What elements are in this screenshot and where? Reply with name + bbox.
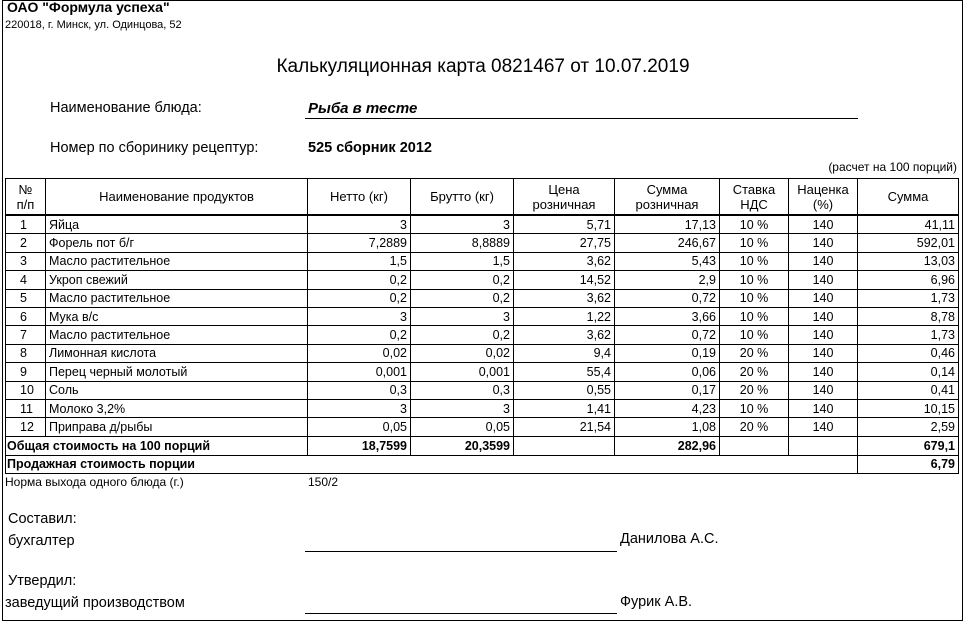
cell-retail-price: 1,41 <box>514 399 615 417</box>
cell-brutto: 3 <box>411 399 514 417</box>
cell-vat-rate: 10 % <box>720 289 789 307</box>
cell-row-number: 9 <box>6 363 46 381</box>
cell-vat-rate: 20 % <box>720 418 789 436</box>
table-row <box>6 326 959 344</box>
cell-product-name: Молоко 3,2% <box>46 399 308 417</box>
total-row <box>6 436 959 455</box>
cell-sum: 6,96 <box>858 271 959 289</box>
cell-product-name: Масло растительное <box>46 252 308 270</box>
cell-row-number: 7 <box>6 326 46 344</box>
cell-row-number: 4 <box>6 271 46 289</box>
cell-brutto: 0,2 <box>411 271 514 289</box>
cell-vat-rate: 10 % <box>720 234 789 252</box>
table-row <box>6 215 959 234</box>
table-row <box>6 252 959 270</box>
header-sum: Сумма <box>858 179 959 216</box>
cell-product-name: Лимонная кислота <box>46 344 308 362</box>
cell-product-name: Масло растительное <box>46 289 308 307</box>
header-vat-rate: Ставка НДС <box>720 179 789 216</box>
cell-retail-price: 21,54 <box>514 418 615 436</box>
cell-row-number: 12 <box>6 418 46 436</box>
dish-value: Рыба в тесте <box>308 100 418 117</box>
calculation-table <box>5 178 959 474</box>
cell-retail-sum: 0,72 <box>615 289 720 307</box>
cell-markup: 140 <box>789 215 858 234</box>
cell-sum: 1,73 <box>858 289 959 307</box>
cell-vat-rate: 10 % <box>720 326 789 344</box>
cell-product-name: Форель пот б/г <box>46 234 308 252</box>
table-header-row <box>6 179 959 216</box>
total-retail-sum: 282,96 <box>615 436 720 455</box>
cell-retail-price: 3,62 <box>514 326 615 344</box>
cell-sum: 2,59 <box>858 418 959 436</box>
dish-underline <box>305 118 858 119</box>
compiled-name: Данилова А.С. <box>620 531 719 547</box>
cell-brutto: 8,8889 <box>411 234 514 252</box>
cell-markup: 140 <box>789 234 858 252</box>
total-sum: 679,1 <box>858 436 959 455</box>
cell-markup: 140 <box>789 289 858 307</box>
header-netto: Нетто (кг) <box>308 179 411 216</box>
cell-vat-rate: 10 % <box>720 252 789 270</box>
table-row <box>6 344 959 362</box>
cell-retail-price: 3,62 <box>514 289 615 307</box>
dish-label: Наименование блюда: <box>50 100 202 116</box>
company-name: ОАО "Формула успеха" <box>7 0 170 15</box>
cell-brutto: 1,5 <box>411 252 514 270</box>
cell-netto: 0,02 <box>308 344 411 362</box>
cell-retail-price: 55,4 <box>514 363 615 381</box>
cell-netto: 1,5 <box>308 252 411 270</box>
total-vat-empty <box>720 436 789 455</box>
table-row <box>6 399 959 417</box>
cell-product-name: Масло растительное <box>46 326 308 344</box>
cell-netto: 0,001 <box>308 363 411 381</box>
cell-brutto: 3 <box>411 307 514 325</box>
total-brutto: 20,3599 <box>411 436 514 455</box>
cell-markup: 140 <box>789 307 858 325</box>
cell-brutto: 0,2 <box>411 289 514 307</box>
cell-row-number: 1 <box>6 215 46 234</box>
cell-vat-rate: 20 % <box>720 363 789 381</box>
cell-retail-price: 27,75 <box>514 234 615 252</box>
cell-product-name: Соль <box>46 381 308 399</box>
cell-sum: 8,78 <box>858 307 959 325</box>
cell-retail-price: 5,71 <box>514 215 615 234</box>
cell-retail-sum: 1,08 <box>615 418 720 436</box>
table-row <box>6 271 959 289</box>
header-product-name: Наименование продуктов <box>46 179 308 216</box>
total-label: Общая стоимость на 100 порций <box>6 436 308 455</box>
table-row <box>6 307 959 325</box>
cell-sum: 41,11 <box>858 215 959 234</box>
cell-retail-sum: 0,19 <box>615 344 720 362</box>
cell-brutto: 0,02 <box>411 344 514 362</box>
cell-sum: 0,41 <box>858 381 959 399</box>
approved-signature-line <box>305 613 617 614</box>
cell-sum: 0,46 <box>858 344 959 362</box>
table-row <box>6 289 959 307</box>
cell-vat-rate: 20 % <box>720 381 789 399</box>
cell-product-name: Укроп свежий <box>46 271 308 289</box>
table-row <box>6 234 959 252</box>
calc-note: (расчет на 100 порций) <box>828 160 957 174</box>
cell-markup: 140 <box>789 381 858 399</box>
table-row <box>6 363 959 381</box>
cell-netto: 3 <box>308 399 411 417</box>
compiled-position: бухгалтер <box>8 533 75 549</box>
header-brutto: Брутто (кг) <box>411 179 514 216</box>
company-address: 220018, г. Минск, ул. Одинцова, 52 <box>5 19 182 31</box>
total-netto: 18,7599 <box>308 436 411 455</box>
approved-label: Утвердил: <box>8 573 77 589</box>
table-row <box>6 381 959 399</box>
header-retail-price: Цена розничная <box>514 179 615 216</box>
cell-retail-price: 0,55 <box>514 381 615 399</box>
total-price-empty <box>514 436 615 455</box>
header-markup: Наценка (%) <box>789 179 858 216</box>
cell-product-name: Перец черный молотый <box>46 363 308 381</box>
sale-label: Продажная стоимость порции <box>6 455 858 473</box>
cell-retail-price: 1,22 <box>514 307 615 325</box>
cell-netto: 7,2889 <box>308 234 411 252</box>
cell-sum: 10,15 <box>858 399 959 417</box>
cell-markup: 140 <box>789 326 858 344</box>
cell-sum: 1,73 <box>858 326 959 344</box>
cell-vat-rate: 10 % <box>720 399 789 417</box>
recipe-value: 525 сборник 2012 <box>308 140 432 156</box>
cell-retail-price: 3,62 <box>514 252 615 270</box>
cell-product-name: Мука в/с <box>46 307 308 325</box>
header-retail-sum: Сумма розничная <box>615 179 720 216</box>
cell-retail-price: 9,4 <box>514 344 615 362</box>
cell-brutto: 3 <box>411 215 514 234</box>
cell-product-name: Приправа д/рыбы <box>46 418 308 436</box>
cell-retail-sum: 0,72 <box>615 326 720 344</box>
cell-retail-sum: 5,43 <box>615 252 720 270</box>
cell-retail-sum: 0,17 <box>615 381 720 399</box>
cell-netto: 0,05 <box>308 418 411 436</box>
cell-row-number: 10 <box>6 381 46 399</box>
approved-position: заведущий производством <box>5 595 185 611</box>
cell-sum: 592,01 <box>858 234 959 252</box>
cell-retail-sum: 0,06 <box>615 363 720 381</box>
cell-markup: 140 <box>789 363 858 381</box>
compiled-signature-line <box>305 551 617 552</box>
total-markup-empty <box>789 436 858 455</box>
cell-retail-sum: 3,66 <box>615 307 720 325</box>
recipe-label: Номер по сборинику рецептур: <box>50 140 259 156</box>
sale-row <box>6 455 959 473</box>
cell-brutto: 0,05 <box>411 418 514 436</box>
cell-markup: 140 <box>789 252 858 270</box>
cell-brutto: 0,3 <box>411 381 514 399</box>
cell-brutto: 0,001 <box>411 363 514 381</box>
sale-sum: 6,79 <box>858 455 959 473</box>
cell-retail-sum: 2,9 <box>615 271 720 289</box>
cell-markup: 140 <box>789 344 858 362</box>
cell-vat-rate: 10 % <box>720 271 789 289</box>
yield-label: Норма выхода одного блюда (г.) <box>5 475 184 489</box>
header-row-number: № п/п <box>6 179 46 216</box>
compiled-label: Составил: <box>8 511 77 527</box>
cell-vat-rate: 20 % <box>720 344 789 362</box>
table-body <box>6 215 959 436</box>
cell-row-number: 11 <box>6 399 46 417</box>
cell-retail-sum: 4,23 <box>615 399 720 417</box>
cell-markup: 140 <box>789 399 858 417</box>
cell-row-number: 2 <box>6 234 46 252</box>
document-title: Калькуляционная карта 0821467 от 10.07.2019 <box>276 56 690 77</box>
cell-netto: 0,2 <box>308 326 411 344</box>
cell-row-number: 6 <box>6 307 46 325</box>
cell-retail-sum: 246,67 <box>615 234 720 252</box>
cell-sum: 13,03 <box>858 252 959 270</box>
cell-retail-sum: 17,13 <box>615 215 720 234</box>
cell-brutto: 0,2 <box>411 326 514 344</box>
cell-row-number: 5 <box>6 289 46 307</box>
cell-markup: 140 <box>789 418 858 436</box>
cell-netto: 0,3 <box>308 381 411 399</box>
cell-sum: 0,14 <box>858 363 959 381</box>
cell-row-number: 3 <box>6 252 46 270</box>
cell-vat-rate: 10 % <box>720 215 789 234</box>
cell-netto: 3 <box>308 307 411 325</box>
cell-row-number: 8 <box>6 344 46 362</box>
table-row <box>6 418 959 436</box>
cell-netto: 0,2 <box>308 289 411 307</box>
cell-product-name: Яйца <box>46 215 308 234</box>
cell-netto: 0,2 <box>308 271 411 289</box>
approved-name: Фурик А.В. <box>620 594 693 610</box>
cell-retail-price: 14,52 <box>514 271 615 289</box>
cell-markup: 140 <box>789 271 858 289</box>
yield-value: 150/2 <box>308 475 339 489</box>
cell-vat-rate: 10 % <box>720 307 789 325</box>
cell-netto: 3 <box>308 215 411 234</box>
